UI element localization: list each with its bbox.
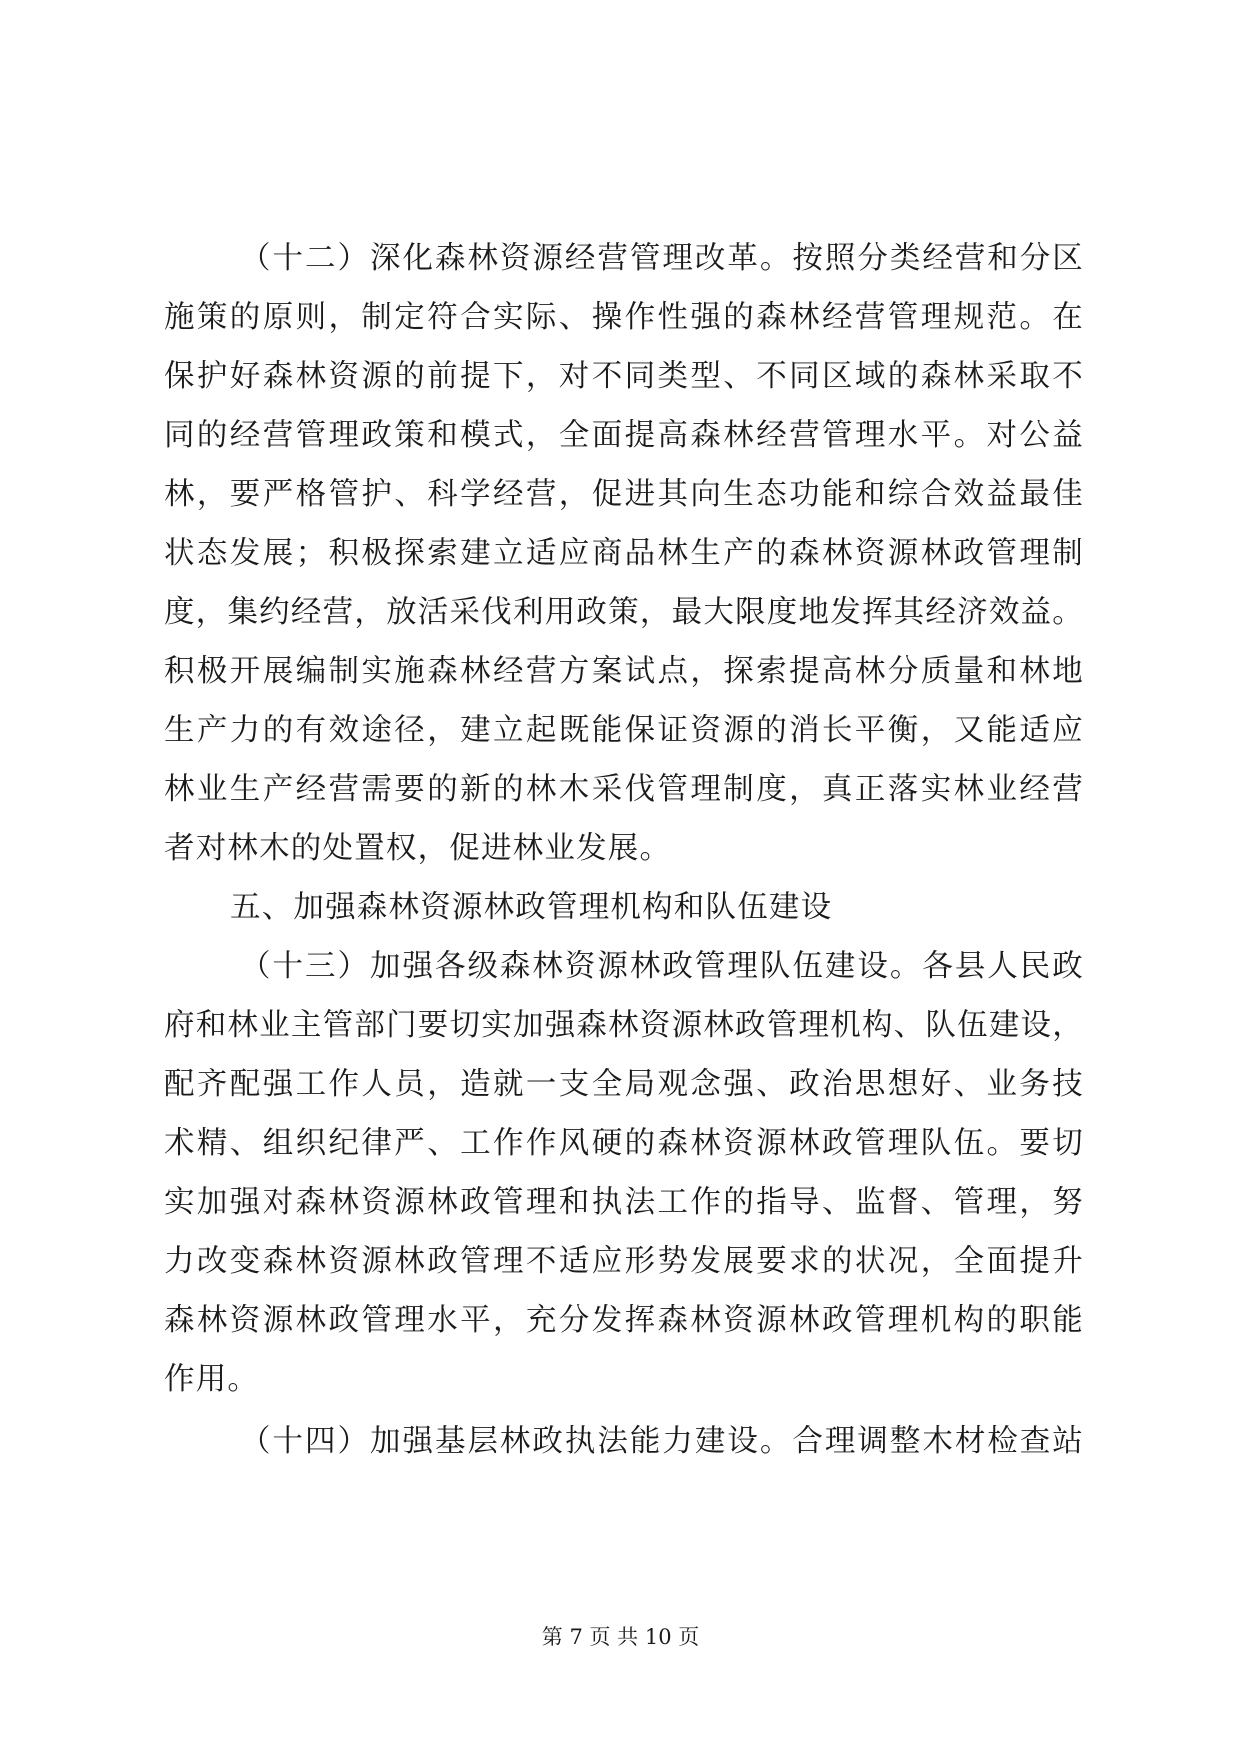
paragraph-13 <box>164 937 1084 1409</box>
text-line: 同的经营管理政策和模式，全面提高森林经营管理水平。对公益 <box>164 418 1084 453</box>
body-text <box>164 229 1084 1471</box>
page-number-label: 第 7 页 共 10 页 <box>541 1625 700 1649</box>
text-line: （十二）深化森林资源经营管理改革。按照分类经营和分区 <box>240 241 1084 276</box>
page-footer <box>0 1622 1241 1652</box>
text-line: 术精、组织纪律严、工作作风硬的森林资源林政管理队伍。要切 <box>164 1126 1084 1161</box>
text-line: 林业生产经营需要的新的林木采伐管理制度，真正落实林业经营 <box>164 772 1084 807</box>
paragraph-14 <box>164 1412 1084 1471</box>
paragraph-12 <box>164 229 1084 878</box>
section-heading-text: 五、加强森林资源林政管理机构和队伍建设 <box>230 890 833 925</box>
text-line: 实加强对森林资源林政管理和执法工作的指导、监督、管理，努 <box>164 1185 1084 1220</box>
text-line: 生产力的有效途径，建立起既能保证资源的消长平衡，又能适应 <box>164 713 1084 748</box>
text-line: 森林资源林政管理水平，充分发挥森林资源林政管理机构的职能 <box>164 1303 1084 1338</box>
text-line: 配齐配强工作人员，造就一支全局观念强、政治思想好、业务技 <box>164 1067 1084 1102</box>
text-line: 度，集约经营，放活采伐利用政策，最大限度地发挥其经济效益。 <box>164 595 1084 630</box>
text-line: 积极开展编制实施森林经营方案试点，探索提高林分质量和林地 <box>164 654 1084 689</box>
text-line: 状态发展；积极探索建立适应商品林生产的森林资源林政管理制 <box>164 536 1084 571</box>
text-line: 作用。 <box>164 1362 260 1397</box>
text-line: 保护好森林资源的前提下，对不同类型、不同区域的森林采取不 <box>164 359 1084 394</box>
text-line: （十四）加强基层林政执法能力建设。合理调整木材检查站 <box>240 1424 1084 1459</box>
text-line: 府和林业主管部门要切实加强森林资源林政管理机构、队伍建设， <box>164 1008 1084 1043</box>
text-line: （十三）加强各级森林资源林政管理队伍建设。各县人民政 <box>240 949 1084 984</box>
text-line: 林，要严格管护、科学经营，促进其向生态功能和综合效益最佳 <box>164 477 1084 512</box>
text-line: 力改变森林资源林政管理不适应形势发展要求的状况，全面提升 <box>164 1244 1084 1279</box>
section-heading <box>164 878 1084 937</box>
text-line: 者对林木的处置权，促进林业发展。 <box>164 831 672 866</box>
text-line: 施策的原则，制定符合实际、操作性强的森林经营管理规范。在 <box>164 300 1084 335</box>
